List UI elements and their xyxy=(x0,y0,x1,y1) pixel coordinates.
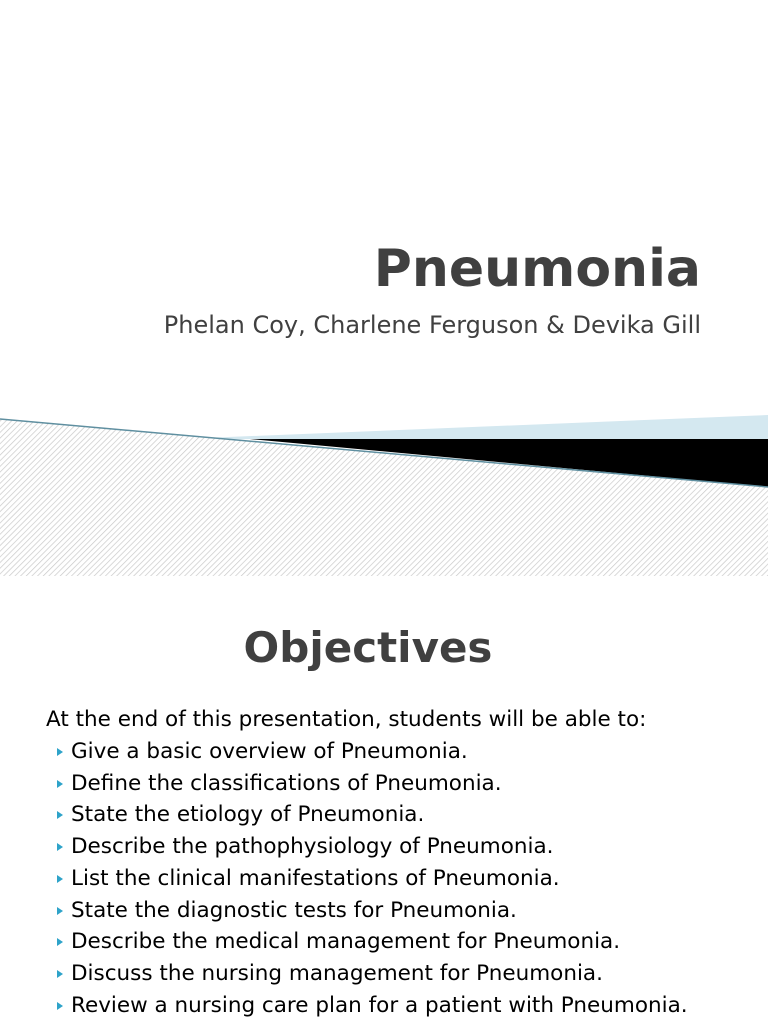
bullet-triangle-icon xyxy=(57,780,63,788)
objective-text: Give a basic overview of Pneumonia. xyxy=(71,739,468,764)
bullet-triangle-icon xyxy=(57,938,63,946)
objective-item xyxy=(55,958,688,990)
decorative-bands xyxy=(0,415,768,576)
objective-text: State the etiology of Pneumonia. xyxy=(71,802,425,828)
objectives-intro: At the end of this presentation, students will be able to: xyxy=(46,707,647,732)
objective-text: Describe the pathophysiology of Pneumonia. xyxy=(71,834,554,860)
objectives-title: Objectives xyxy=(243,623,493,672)
objective-item xyxy=(55,736,688,768)
bullet-triangle-icon xyxy=(57,1002,63,1010)
bullet-triangle-icon xyxy=(57,970,63,978)
objective-text: State the diagnostic tests for Pneumonia. xyxy=(71,897,517,923)
bullet-triangle-icon xyxy=(57,748,63,756)
slide-title: Pneumonia xyxy=(373,239,701,299)
bullet-triangle-icon xyxy=(57,811,63,819)
objective-text: Describe the medical management for Pneumonia. xyxy=(71,929,621,955)
bullet-triangle-icon xyxy=(57,875,63,883)
objective-text: Define the classifications of Pneumonia. xyxy=(71,770,502,796)
slide-subtitle: Phelan Coy, Charlene Ferguson & Devika Gill xyxy=(163,311,701,339)
objectives-slide xyxy=(0,576,768,1024)
objective-item xyxy=(55,895,688,927)
objective-text: List the clinical manifestations of Pneumonia. xyxy=(71,865,560,891)
objective-item xyxy=(55,863,688,895)
objective-text: Discuss the nursing management for Pneumonia. xyxy=(71,960,603,986)
bullet-triangle-icon xyxy=(57,843,63,851)
objective-item xyxy=(55,799,688,831)
objective-item xyxy=(55,926,688,958)
objective-item xyxy=(55,768,688,800)
bullet-triangle-icon xyxy=(57,907,63,915)
objective-item xyxy=(55,990,688,1022)
objective-text: Review a nursing care plan for a patient with Pneumonia. xyxy=(71,992,688,1018)
light-blue-band xyxy=(130,415,768,441)
objective-item xyxy=(55,831,688,863)
objectives-list xyxy=(55,736,688,1021)
